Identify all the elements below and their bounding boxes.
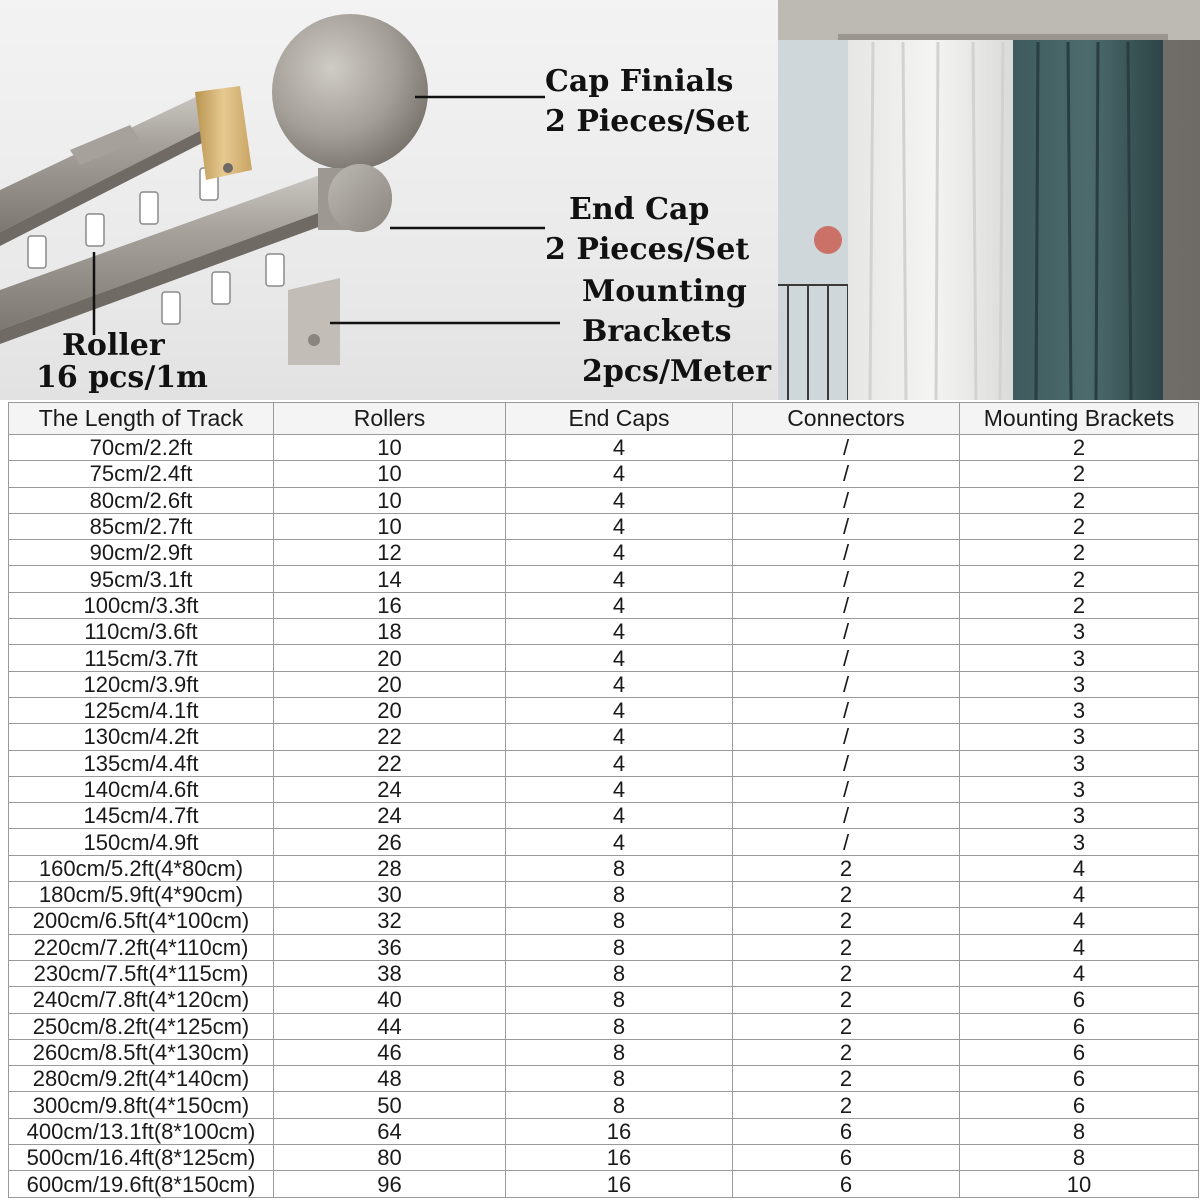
table-row — [9, 566, 1199, 592]
track-length-cell: 70cm/2.2ft — [9, 435, 274, 461]
end-caps-cell: 8 — [506, 855, 733, 881]
end-caps-cell: 4 — [506, 619, 733, 645]
end-caps-cell: 4 — [506, 803, 733, 829]
rollers-cell: 16 — [274, 592, 506, 618]
mounting-brackets-cell: 6 — [960, 1092, 1199, 1118]
track-length-cell: 600cm/19.6ft(8*150cm) — [9, 1171, 274, 1198]
mounting-bracket-icon — [288, 278, 340, 365]
track-length-cell: 80cm/2.6ft — [9, 487, 274, 513]
mounting-brackets-cell: 3 — [960, 829, 1199, 855]
connectors-cell: 2 — [733, 1039, 960, 1065]
connectors-cell: 2 — [733, 1092, 960, 1118]
end-caps-cell: 8 — [506, 987, 733, 1013]
brackets-quantity: 2pcs/Meter — [582, 354, 772, 389]
mounting-brackets-cell: 6 — [960, 1039, 1199, 1065]
cap-finials-callout — [545, 62, 749, 142]
table-row — [9, 987, 1199, 1013]
connectors-cell: / — [733, 487, 960, 513]
rollers-cell: 20 — [274, 645, 506, 671]
connectors-cell: / — [733, 592, 960, 618]
roller-label: Roller — [62, 328, 165, 363]
product-hero — [0, 0, 1200, 400]
end-caps-cell: 4 — [506, 671, 733, 697]
table-row — [9, 776, 1199, 802]
end-caps-cell: 4 — [506, 724, 733, 750]
track-length-cell: 120cm/3.9ft — [9, 671, 274, 697]
track-length-cell: 220cm/7.2ft(4*110cm) — [9, 934, 274, 960]
end-caps-cell: 4 — [506, 435, 733, 461]
end-caps-cell: 16 — [506, 1171, 733, 1198]
upper-rail — [0, 95, 212, 232]
rollers-cell: 30 — [274, 882, 506, 908]
track-length-cell: 115cm/3.7ft — [9, 645, 274, 671]
col-connectors-header: Connectors — [733, 403, 960, 435]
connectors-cell: / — [733, 697, 960, 723]
track-length-cell: 85cm/2.7ft — [9, 513, 274, 539]
mounting-brackets-cell: 3 — [960, 645, 1199, 671]
end-caps-cell: 4 — [506, 592, 733, 618]
mounting-brackets-cell: 2 — [960, 435, 1199, 461]
mounting-brackets-cell: 3 — [960, 619, 1199, 645]
connectors-cell: / — [733, 566, 960, 592]
end-cap-quantity: 2 Pieces/Set — [545, 232, 750, 267]
mounting-brackets-cell: 3 — [960, 776, 1199, 802]
end-caps-cell: 4 — [506, 461, 733, 487]
table-row — [9, 1092, 1199, 1118]
mounting-brackets-cell: 2 — [960, 592, 1199, 618]
rollers-cell: 14 — [274, 566, 506, 592]
connectors-cell: 6 — [733, 1171, 960, 1198]
mounting-brackets-cell: 3 — [960, 697, 1199, 723]
ball-finial-icon — [272, 14, 428, 170]
table-row — [9, 1171, 1199, 1198]
mounting-brackets-cell: 8 — [960, 1145, 1199, 1171]
mounting-brackets-cell: 2 — [960, 461, 1199, 487]
rollers-cell: 44 — [274, 1013, 506, 1039]
connectors-cell: / — [733, 461, 960, 487]
mounting-brackets-cell: 3 — [960, 724, 1199, 750]
rollers-cell: 10 — [274, 513, 506, 539]
connectors-cell: / — [733, 619, 960, 645]
end-caps-cell: 4 — [506, 750, 733, 776]
track-length-cell: 300cm/9.8ft(4*150cm) — [9, 1092, 274, 1118]
track-length-cell: 250cm/8.2ft(4*125cm) — [9, 1013, 274, 1039]
cap-finials-label: Cap Finials — [545, 64, 734, 99]
col-length-header: The Length of Track — [9, 403, 274, 435]
end-caps-cell: 4 — [506, 645, 733, 671]
track-length-cell: 230cm/7.5ft(4*115cm) — [9, 960, 274, 986]
rollers-cell: 38 — [274, 960, 506, 986]
end-caps-cell: 16 — [506, 1145, 733, 1171]
connectors-cell: 2 — [733, 1066, 960, 1092]
track-spec-table — [8, 402, 1199, 1198]
mounting-brackets-cell: 4 — [960, 908, 1199, 934]
mounting-brackets-cell: 3 — [960, 750, 1199, 776]
track-length-cell: 145cm/4.7ft — [9, 803, 274, 829]
table-row — [9, 1066, 1199, 1092]
connectors-cell: 2 — [733, 855, 960, 881]
track-length-cell: 130cm/4.2ft — [9, 724, 274, 750]
table-row — [9, 750, 1199, 776]
rollers-cell: 24 — [274, 776, 506, 802]
rollers-cell: 26 — [274, 829, 506, 855]
mounting-brackets-callout — [582, 272, 771, 392]
rollers-cell: 50 — [274, 1092, 506, 1118]
end-caps-cell: 8 — [506, 1066, 733, 1092]
mounting-brackets-cell: 6 — [960, 1066, 1199, 1092]
mounting-brackets-cell: 10 — [960, 1171, 1199, 1198]
table-row — [9, 540, 1199, 566]
end-caps-cell: 8 — [506, 1013, 733, 1039]
track-length-cell: 160cm/5.2ft(4*80cm) — [9, 855, 274, 881]
connectors-cell: 2 — [733, 1013, 960, 1039]
track-length-cell: 200cm/6.5ft(4*100cm) — [9, 908, 274, 934]
mounting-brackets-cell: 4 — [960, 960, 1199, 986]
mounting-brackets-cell: 4 — [960, 882, 1199, 908]
end-caps-cell: 8 — [506, 960, 733, 986]
table-row — [9, 435, 1199, 461]
end-caps-cell: 8 — [506, 934, 733, 960]
table-row — [9, 882, 1199, 908]
mounting-label: Mounting — [582, 274, 747, 309]
end-caps-cell: 8 — [506, 908, 733, 934]
end-caps-cell: 4 — [506, 697, 733, 723]
rollers-cell: 10 — [274, 487, 506, 513]
rollers-cell: 20 — [274, 697, 506, 723]
connectors-cell: 2 — [733, 908, 960, 934]
cap-finials-quantity: 2 Pieces/Set — [545, 104, 750, 139]
rollers-cell: 40 — [274, 987, 506, 1013]
curtain-window-photo-icon — [778, 0, 1200, 400]
table-row — [9, 1145, 1199, 1171]
roller-callout — [36, 330, 208, 394]
connectors-cell: / — [733, 435, 960, 461]
track-length-cell: 95cm/3.1ft — [9, 566, 274, 592]
end-caps-cell: 4 — [506, 540, 733, 566]
table-row — [9, 461, 1199, 487]
table-row — [9, 724, 1199, 750]
connectors-cell: 6 — [733, 1145, 960, 1171]
table-body — [9, 435, 1199, 1198]
mounting-brackets-cell: 2 — [960, 487, 1199, 513]
track-length-cell: 140cm/4.6ft — [9, 776, 274, 802]
table-row — [9, 645, 1199, 671]
connectors-cell: / — [733, 750, 960, 776]
track-length-cell: 100cm/3.3ft — [9, 592, 274, 618]
end-caps-cell: 4 — [506, 513, 733, 539]
track-length-cell: 260cm/8.5ft(4*130cm) — [9, 1039, 274, 1065]
track-length-cell: 90cm/2.9ft — [9, 540, 274, 566]
mounting-brackets-cell: 4 — [960, 934, 1199, 960]
rollers-cell: 12 — [274, 540, 506, 566]
rollers-cell: 80 — [274, 1145, 506, 1171]
table-row — [9, 619, 1199, 645]
rollers-cell: 96 — [274, 1171, 506, 1198]
end-caps-cell: 8 — [506, 882, 733, 908]
connectors-cell: / — [733, 540, 960, 566]
mounting-brackets-cell: 2 — [960, 566, 1199, 592]
connectors-cell: / — [733, 671, 960, 697]
table-row — [9, 908, 1199, 934]
track-length-cell: 150cm/4.9ft — [9, 829, 274, 855]
table-row — [9, 513, 1199, 539]
track-length-cell: 500cm/16.4ft(8*125cm) — [9, 1145, 274, 1171]
track-length-cell: 110cm/3.6ft — [9, 619, 274, 645]
end-caps-cell: 8 — [506, 1039, 733, 1065]
connectors-cell: / — [733, 513, 960, 539]
table-row — [9, 1013, 1199, 1039]
table-row — [9, 1118, 1199, 1144]
col-endcaps-header: End Caps — [506, 403, 733, 435]
connectors-cell: 2 — [733, 987, 960, 1013]
end-caps-cell: 4 — [506, 829, 733, 855]
end-caps-cell: 4 — [506, 776, 733, 802]
rollers-cell: 10 — [274, 461, 506, 487]
connectors-cell: / — [733, 645, 960, 671]
track-length-cell: 400cm/13.1ft(8*100cm) — [9, 1118, 274, 1144]
track-length-cell: 180cm/5.9ft(4*90cm) — [9, 882, 274, 908]
end-cap-callout — [545, 190, 749, 270]
brackets-label: Brackets — [582, 314, 732, 349]
track-length-cell: 125cm/4.1ft — [9, 697, 274, 723]
track-length-cell: 75cm/2.4ft — [9, 461, 274, 487]
rollers-cell: 22 — [274, 724, 506, 750]
track-length-cell: 240cm/7.8ft(4*120cm) — [9, 987, 274, 1013]
end-caps-cell: 16 — [506, 1118, 733, 1144]
mounting-brackets-cell: 4 — [960, 855, 1199, 881]
col-rollers-header: Rollers — [274, 403, 506, 435]
connectors-cell: 2 — [733, 960, 960, 986]
table-row — [9, 829, 1199, 855]
table-row — [9, 803, 1199, 829]
connectors-cell: 2 — [733, 882, 960, 908]
connectors-cell: 2 — [733, 934, 960, 960]
table-row — [9, 592, 1199, 618]
connectors-cell: 6 — [733, 1118, 960, 1144]
rollers-cell: 32 — [274, 908, 506, 934]
end-caps-cell: 4 — [506, 487, 733, 513]
mounting-brackets-cell: 2 — [960, 540, 1199, 566]
rollers-cell: 36 — [274, 934, 506, 960]
mounting-brackets-cell: 2 — [960, 513, 1199, 539]
mounting-brackets-cell: 6 — [960, 987, 1199, 1013]
connectors-cell: / — [733, 776, 960, 802]
mounting-brackets-cell: 3 — [960, 803, 1199, 829]
rollers-cell: 46 — [274, 1039, 506, 1065]
rollers-cell: 64 — [274, 1118, 506, 1144]
end-caps-cell: 4 — [506, 566, 733, 592]
track-length-cell: 135cm/4.4ft — [9, 750, 274, 776]
mounting-brackets-cell: 3 — [960, 671, 1199, 697]
rollers-cell: 28 — [274, 855, 506, 881]
table-row — [9, 697, 1199, 723]
rollers-cell: 24 — [274, 803, 506, 829]
rollers-cell: 10 — [274, 435, 506, 461]
end-caps-cell: 8 — [506, 1092, 733, 1118]
table-row — [9, 1039, 1199, 1065]
connectors-cell: / — [733, 829, 960, 855]
table-row — [9, 855, 1199, 881]
mounting-brackets-cell: 6 — [960, 1013, 1199, 1039]
table-row — [9, 934, 1199, 960]
rollers-cell: 18 — [274, 619, 506, 645]
end-cap-label: End Cap — [569, 192, 710, 227]
connectors-cell: / — [733, 724, 960, 750]
connectors-cell: / — [733, 803, 960, 829]
rollers-cell: 48 — [274, 1066, 506, 1092]
mounting-brackets-cell: 8 — [960, 1118, 1199, 1144]
rollers-cell: 22 — [274, 750, 506, 776]
table-header-row — [9, 403, 1199, 435]
table-row — [9, 487, 1199, 513]
rollers-cell: 20 — [274, 671, 506, 697]
table-row — [9, 671, 1199, 697]
track-length-cell: 280cm/9.2ft(4*140cm) — [9, 1066, 274, 1092]
roller-quantity: 16 pcs/1m — [36, 360, 208, 395]
col-brackets-header: Mounting Brackets — [960, 403, 1199, 435]
table-row — [9, 960, 1199, 986]
